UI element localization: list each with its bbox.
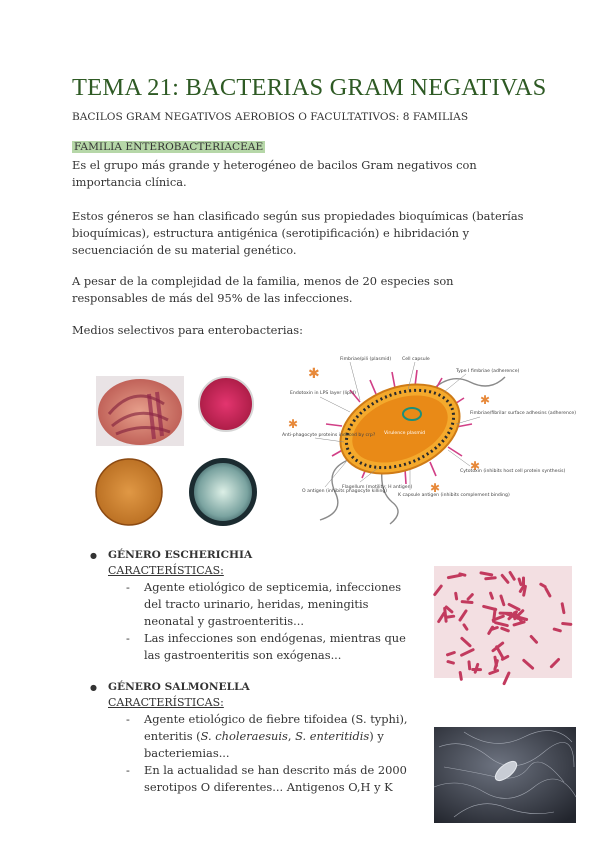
- characteristics-heading: CARACTERÍSTICAS:: [108, 696, 224, 709]
- salmonella-micrograph-image: [434, 727, 576, 823]
- gram-stain-svg: [434, 566, 572, 678]
- label-fimbriae: Fimbriae/pili (plasmid): [340, 357, 392, 362]
- paragraph-media: Medios selectivos para enterobacterias:: [72, 323, 303, 337]
- label-virulence-plasmid: Virulence plasmid: [384, 431, 426, 436]
- characteristics-list: [90, 711, 420, 796]
- list-item: - Agente etiológico de fiebre tifoidea (S. typhi), enteritis (S. choleraesuis, S. enteritidis) y bacteriemias...: [144, 711, 420, 762]
- bacterium-virulence-diagram: [280, 352, 577, 526]
- svg-text:✱: ✱: [470, 459, 481, 473]
- label-adhesins: Fimbriae/fibrilar surface adhesins (adherence): [470, 411, 577, 416]
- bacillus-rod: [460, 673, 461, 680]
- list-item: - En la actualidad se han descrito más de 2000 serotipos O diferentes... Antigenos O,H y K: [144, 762, 420, 796]
- bacillus-rod: [448, 662, 453, 664]
- bacillus-rod: [481, 573, 492, 575]
- label-endotoxin: Endotoxin in LPS layer (lipid): [290, 391, 356, 396]
- label-type1-fimbriae: Type I fimbriae (adherence): [456, 369, 520, 374]
- bacillus-rod: [562, 604, 564, 613]
- label-antiphagocyte: Anti-phagocyte proteins induced by crp?: [282, 433, 376, 438]
- bacillus-rod: [486, 578, 495, 579]
- label-cytotoxin: Cytotoxin (inhibits host cell protein synthesis): [460, 469, 566, 474]
- micrograph-svg: [434, 727, 576, 823]
- bacterium-diagram-svg: [280, 352, 577, 526]
- section-subtitle: BACILOS GRAM NEGATIVOS AEROBIOS O FACULTATIVOS: 8 FAMILIAS: [72, 111, 469, 123]
- genus-salmonella-section: [90, 679, 420, 796]
- list-item: - Agente etiológico de septicemia, infecciones del tracto urinario, heridas, meningitis neonatal y gastroenteritis...: [144, 579, 420, 630]
- bacillus-rod: [519, 579, 521, 585]
- family-heading: FAMILIA ENTEROBACTERIACEAE: [74, 141, 264, 153]
- bacillus-rod: [563, 624, 571, 625]
- characteristics-list: [90, 579, 420, 664]
- bacillus-rod: [445, 608, 446, 621]
- bacillus-rod: [492, 628, 498, 630]
- page-title: TEMA 21: BACTERIAS GRAM NEGATIVAS: [72, 74, 547, 101]
- svg-text:✱: ✱: [308, 366, 320, 382]
- label-flagellum: Flagellum (motility; H antigen): [342, 485, 413, 490]
- bacillus-rod: [456, 593, 457, 599]
- culture-plates-figure: [94, 374, 266, 528]
- characteristics-heading: CARACTERÍSTICAS:: [108, 564, 224, 577]
- escherichia-gram-stain-image: [434, 566, 572, 678]
- paragraph-intro: Es el grupo más grande y heterogéneo de bacilos Gram negativos con importancia clínica.: [72, 158, 477, 189]
- bacillus-rod: [491, 593, 493, 598]
- label-cell-capsule: Cell capsule: [402, 357, 430, 362]
- svg-text:✱: ✱: [430, 481, 441, 495]
- genus-title: ● GÉNERO SALMONELLA: [90, 679, 420, 695]
- culture-plates-image: [94, 374, 266, 528]
- label-k-antigen: K capsule antigen (inhibits complement binding): [398, 493, 510, 498]
- label-o-antigen: O antigen (inhibits phagocyte killing): [302, 489, 388, 494]
- paragraph-classification: Estos géneros se han clasificado según sus propiedades bioquímicas (baterías bioquímicas), estructura antigénica (serotipificación) e hibridación y secuenciación de su material genético.: [72, 209, 524, 257]
- bacillus-rod: [447, 616, 454, 617]
- bacillus-rod: [462, 602, 472, 603]
- genus-title: ● GÉNERO ESCHERICHIA: [90, 547, 420, 563]
- list-item: - Las infecciones son endógenas, mientras que las gastroenteritis son exógenas...: [144, 630, 420, 664]
- bacillus-rod: [460, 574, 465, 575]
- paragraph-species: A pesar de la complejidad de la familia, menos de 20 especies son responsables de más del 95% de las infecciones.: [72, 274, 454, 305]
- svg-text:✱: ✱: [288, 417, 299, 431]
- bacillus-rod: [554, 629, 560, 631]
- bacillus-rod: [469, 662, 470, 669]
- genus-escherichia-section: [90, 547, 420, 664]
- svg-text:✱: ✱: [480, 393, 491, 407]
